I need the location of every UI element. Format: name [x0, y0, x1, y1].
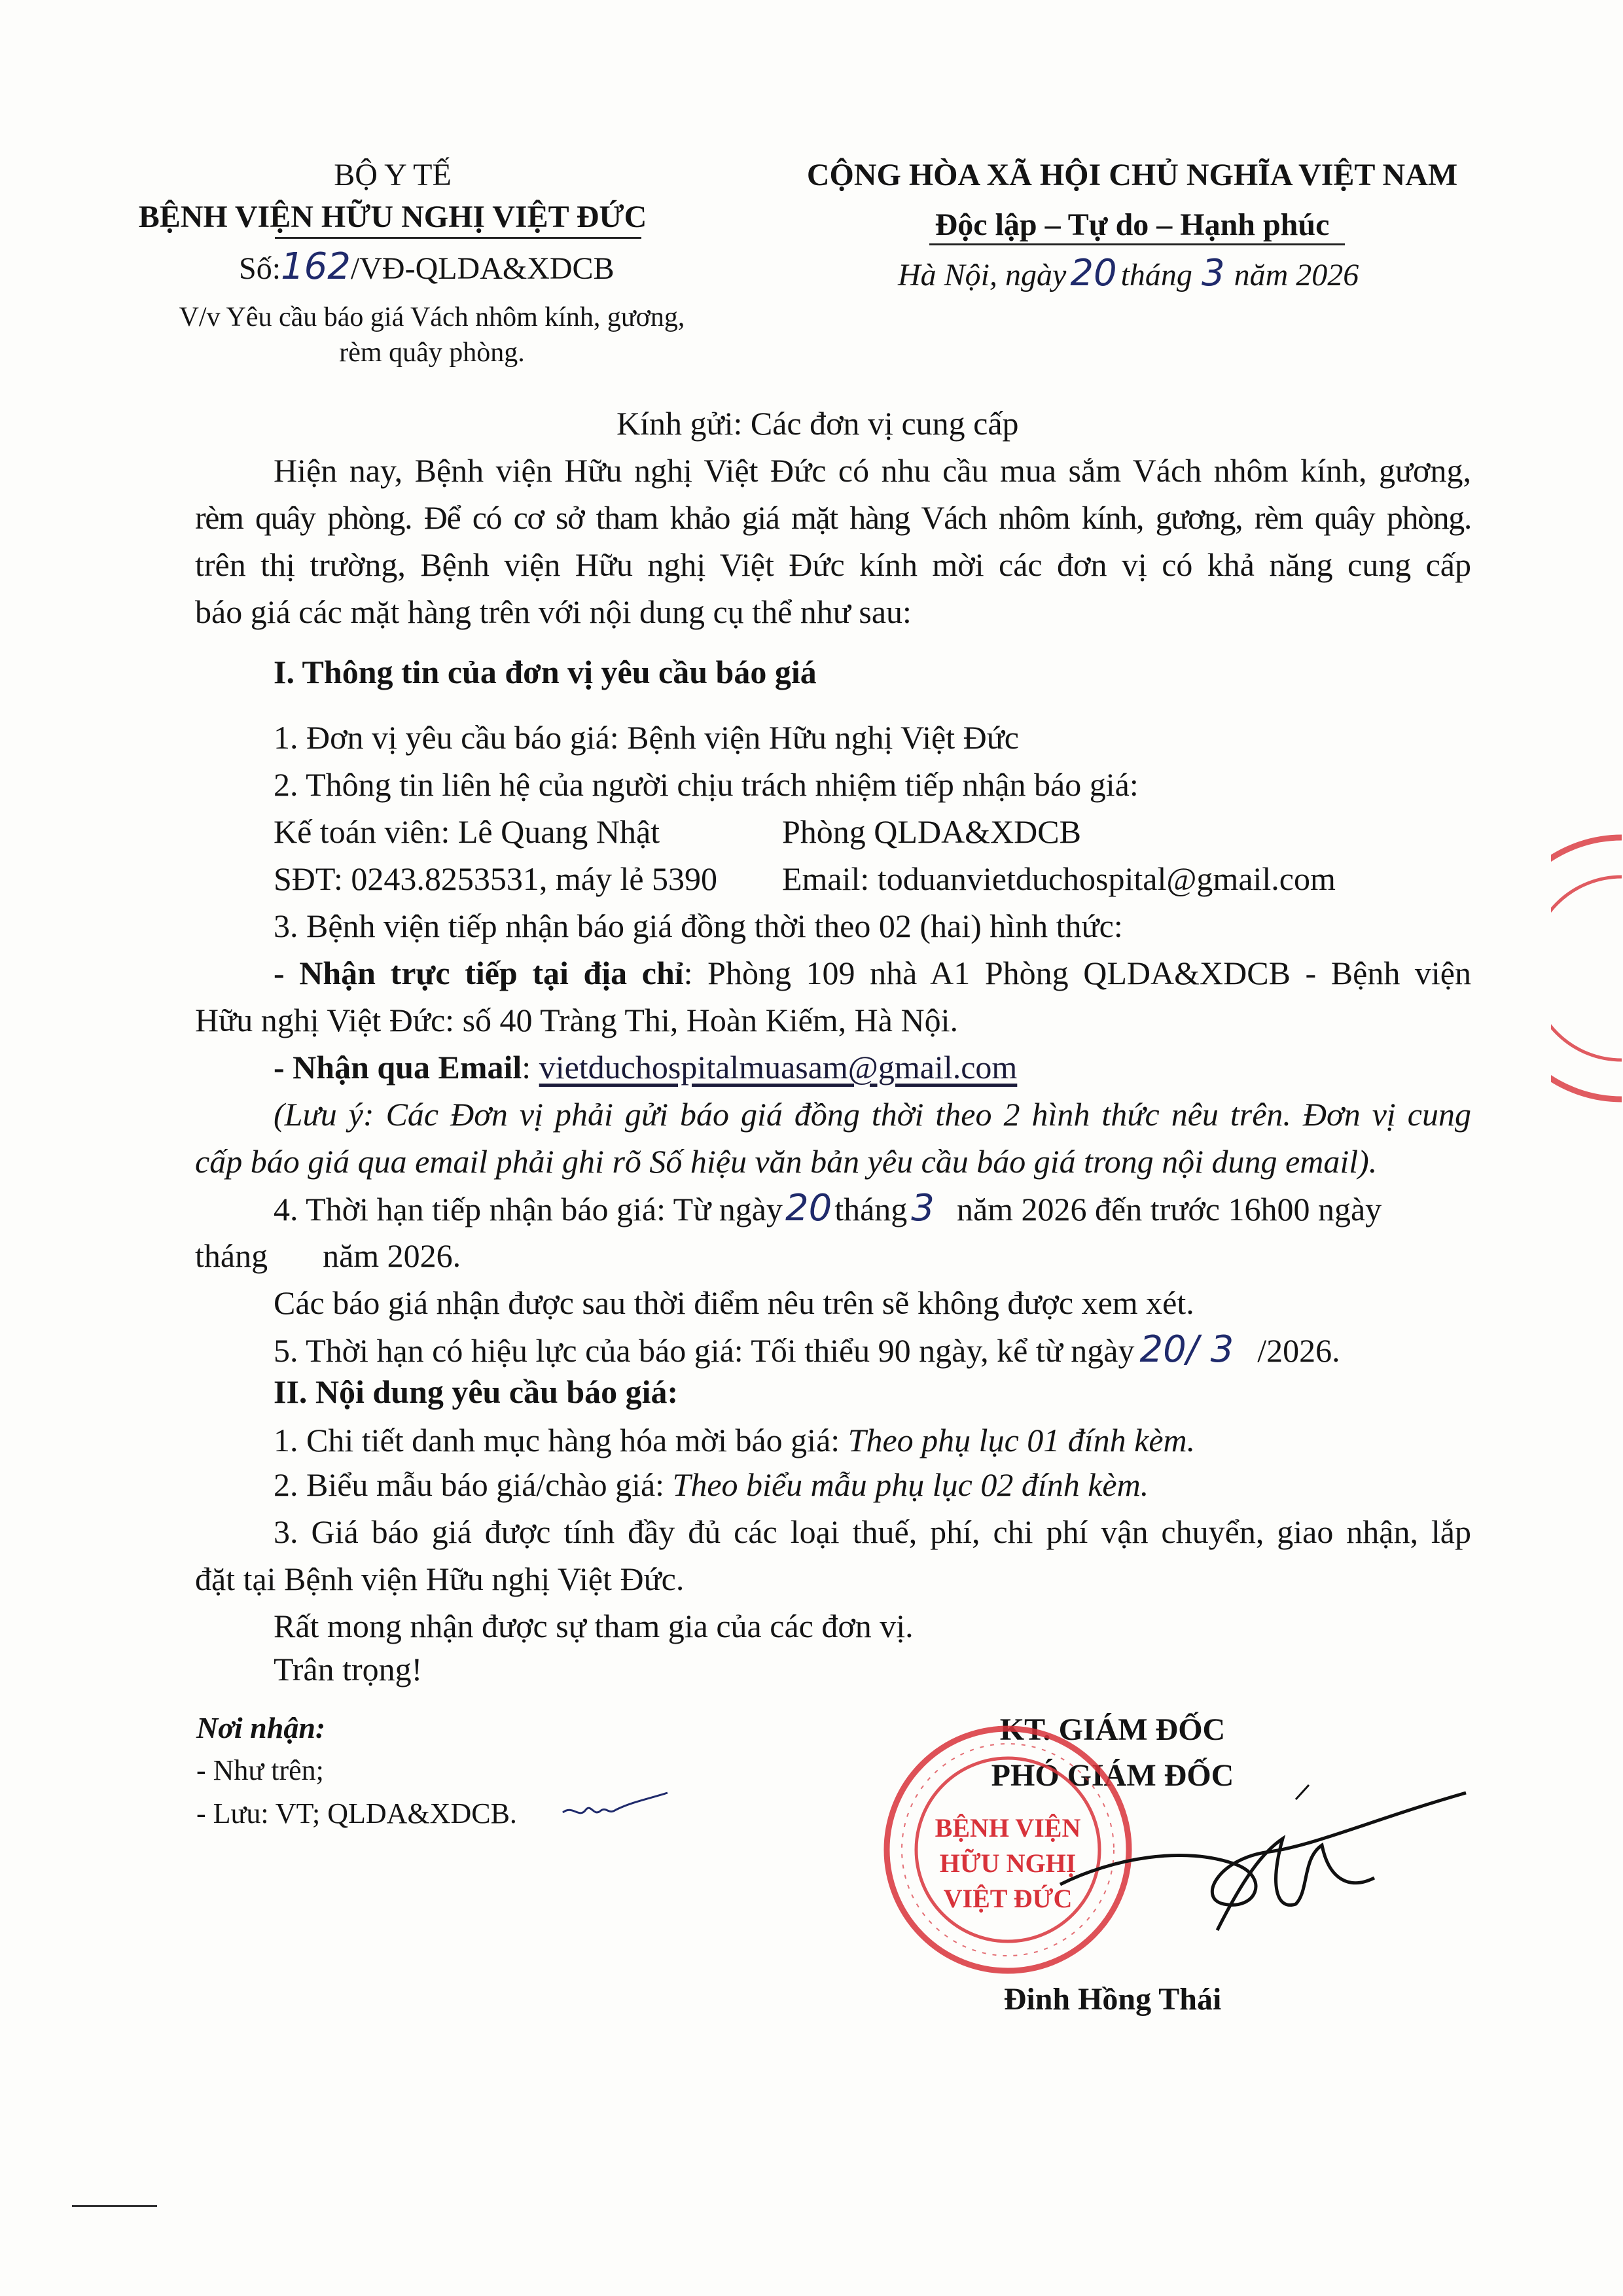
direct-submission-address: : Phòng 109 nhà A1 Phòng QLDA&XDCB - Bệnh viện	[683, 955, 1471, 991]
section-1-item-4-line-2	[195, 1234, 461, 1277]
intro-line-2: rèm quây phòng. Để có cơ sở tham khảo giá mặt hàng Vách nhôm kính, gương, rèm quây phòng.	[195, 499, 1471, 536]
salutation: Kính gửi: Các đơn vị cung cấp	[616, 405, 1019, 442]
date-month-handwritten: 3	[1201, 252, 1225, 294]
document-number-prefix: Số:	[239, 251, 281, 286]
signature-title-1: KT. GIÁM ĐỐC	[999, 1712, 1226, 1747]
contact-name: Kế toán viên: Lê Quang Nhật	[274, 813, 660, 850]
document-number	[239, 245, 615, 288]
item-5-text-b: /2026.	[1257, 1332, 1340, 1369]
initials-scribble-icon	[560, 1786, 671, 1826]
hospital-name-underline	[275, 237, 641, 239]
item-5-day-handwritten: 20/	[1139, 1328, 1199, 1371]
date-year: năm 2026	[1234, 258, 1359, 292]
item-5-month-handwritten: 3	[1210, 1328, 1234, 1371]
email-submission	[274, 1046, 1017, 1089]
section-2-item-2	[274, 1463, 1149, 1506]
country-name: CỘNG HÒA XÃ HỘI CHỦ NGHĨA VIỆT NAM	[806, 158, 1458, 192]
motto-underline	[929, 243, 1345, 245]
section-2-item-3-line-1: 3. Giá báo giá được tính đầy đủ các loại thuế, phí, chi phí vận chuyển, giao nhận, lắp	[274, 1513, 1471, 1550]
signature-title-2: PHÓ GIÁM ĐỐC	[991, 1758, 1234, 1793]
item-4-month-handwritten: 3	[911, 1187, 935, 1229]
stamp-line-3: VIỆT ĐỨC	[943, 1884, 1073, 1913]
contact-email: Email: toduanvietduchospital@gmail.com	[782, 860, 1336, 897]
intro-line-1: Hiện nay, Bệnh viện Hữu nghị Việt Đức có nhu cầu mua sắm Vách nhôm kính, gương,	[274, 452, 1471, 489]
item-4-line-2-month: tháng	[195, 1237, 268, 1274]
direct-submission-line-1	[274, 951, 1471, 995]
stamp-line-2: HỮU NGHỊ	[939, 1848, 1077, 1878]
recipients-item-1: - Như trên;	[196, 1754, 324, 1786]
item-5-text-a: 5. Thời hạn có hiệu lực của báo giá: Tối thiểu 90 ngày, kể từ ngày	[274, 1332, 1135, 1369]
document-number-suffix: /VĐ-QLDA&XDCB	[350, 251, 615, 286]
date-month-label: tháng	[1120, 258, 1192, 292]
section-1-item-3: 3. Bệnh viện tiếp nhận báo giá đồng thời theo 02 (hai) hình thức:	[274, 908, 1123, 944]
section-2-item-2-label: 2. Biểu mẫu báo giá/chào giá:	[274, 1466, 673, 1503]
note-line-1: (Lưu ý: Các Đơn vị phải gửi báo giá đồng thời theo 2 hình thức nêu trên. Đơn vị cung	[274, 1096, 1471, 1133]
recipients-title: Nơi nhận:	[196, 1711, 326, 1744]
ministry-name: BỘ Y TẾ	[334, 158, 452, 192]
email-submission-label: - Nhận qua Email	[274, 1049, 522, 1086]
closing-line-2: Trân trọng!	[274, 1651, 423, 1687]
issue-date	[898, 252, 1359, 294]
hospital-name: BỆNH VIỆN HỮU NGHỊ VIỆT ĐỨC	[138, 200, 647, 234]
section-2-item-3-line-2: đặt tại Bệnh viện Hữu nghị Việt Đức.	[195, 1561, 685, 1597]
signer-name: Đinh Hồng Thái	[1003, 1982, 1222, 2017]
note-line-2: cấp báo giá qua email phải ghi rõ Số hiệu văn bản yêu cầu báo giá trong nội dung email).	[195, 1143, 1378, 1180]
item-4-day-handwritten: 20	[785, 1187, 832, 1229]
section-1-heading: I. Thông tin của đơn vị yêu cầu báo giá	[274, 654, 817, 690]
date-prefix: Hà Nội, ngày	[898, 258, 1067, 292]
recipients-item-2: - Lưu: VT; QLDA&XDCB.	[196, 1797, 517, 1829]
contact-phone: SĐT: 0243.8253531, máy lẻ 5390	[274, 860, 718, 897]
scan-mark	[72, 2205, 157, 2207]
direct-submission-line-2: Hữu nghị Việt Đức: số 40 Tràng Thi, Hoàn Kiếm, Hà Nội.	[195, 1002, 958, 1038]
intro-line-3: trên thị trường, Bệnh viện Hữu nghị Việt Đức kính mời các đơn vị có khả năng cung cấp	[195, 546, 1471, 583]
closing-line-1: Rất mong nhận được sự tham gia của các đơn vị.	[274, 1608, 914, 1644]
subject-line-2: rèm quây phòng.	[339, 338, 525, 368]
item-4-text-b: tháng	[834, 1191, 908, 1227]
section-2-item-1-label: 1. Chi tiết danh mục hàng hóa mời báo giá:	[274, 1422, 848, 1458]
edge-stamp-fragment-icon	[1551, 831, 1623, 1106]
item-4-text-a: 4. Thời hạn tiếp nhận báo giá: Từ ngày	[274, 1191, 783, 1227]
contact-department: Phòng QLDA&XDCB	[782, 813, 1081, 850]
section-1-item-4-line-1	[274, 1187, 1382, 1231]
item-4-line-2-year: năm 2026.	[323, 1237, 461, 1274]
handwritten-signature-icon	[1021, 1780, 1479, 1976]
date-day-handwritten: 20	[1070, 252, 1117, 294]
subject-line-1: V/v Yêu cầu báo giá Vách nhôm kính, gương,	[179, 302, 685, 332]
submission-email-link[interactable]: vietduchospitalmuasam@gmail.com	[539, 1049, 1018, 1086]
section-1-item-2: 2. Thông tin liên hệ của người chịu trách nhiệm tiếp nhận báo giá:	[274, 766, 1139, 803]
section-1-item-1: 1. Đơn vị yêu cầu báo giá: Bệnh viện Hữu nghị Việt Đức	[274, 719, 1019, 756]
section-2-item-1	[274, 1419, 1195, 1462]
late-submission-note: Các báo giá nhận được sau thời điểm nêu trên sẽ không được xem xét.	[274, 1284, 1194, 1321]
document-number-handwritten: 162	[281, 245, 351, 288]
stamp-line-1: BỆNH VIỆN	[935, 1813, 1081, 1843]
email-submission-colon: :	[522, 1049, 539, 1086]
section-2-heading: II. Nội dung yêu cầu báo giá:	[274, 1373, 679, 1410]
section-2-item-1-value: Theo phụ lục 01 đính kèm.	[847, 1422, 1196, 1458]
direct-submission-label: - Nhận trực tiếp tại địa chỉ	[274, 955, 684, 991]
national-motto: Độc lập – Tự do – Hạnh phúc	[935, 207, 1330, 242]
intro-line-4: báo giá các mặt hàng trên với nội dung cụ thể như sau:	[195, 593, 912, 630]
section-1-item-5	[274, 1328, 1340, 1372]
item-4-text-c: năm 2026 đến trước 16h00 ngày	[956, 1191, 1382, 1227]
section-2-item-2-value: Theo biểu mẫu phụ lục 02 đính kèm.	[672, 1466, 1149, 1503]
